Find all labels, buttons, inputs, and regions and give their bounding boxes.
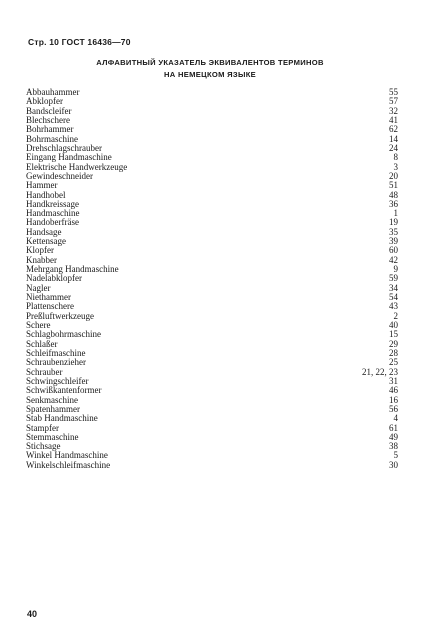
index-term-number: 46: [389, 385, 398, 396]
index-term: Bohrmaschine: [26, 133, 78, 144]
index-term: Stichsage: [26, 441, 61, 452]
index-term-number: 38: [389, 441, 398, 452]
index-term: Knabber: [26, 254, 57, 265]
index-term-number: 43: [389, 301, 398, 312]
index-term-number: 16: [389, 394, 398, 405]
index-term: Elektrische Handwerkzeuge: [26, 161, 128, 172]
index-term-number: 40: [389, 320, 398, 330]
index-term-number: 25: [389, 357, 398, 368]
index-term-number: 30: [389, 459, 398, 470]
index-term-number: 56: [389, 403, 398, 414]
index-term: Bohrhammer: [26, 124, 74, 135]
index-term-number: 24: [389, 142, 398, 153]
index-term: Abbauhammer: [26, 87, 80, 97]
index-term-number: 4: [393, 413, 398, 424]
index-term-number: 2: [393, 310, 398, 321]
index-term-number: 1: [393, 208, 398, 219]
index-term: Eingang Handmaschine: [26, 152, 112, 163]
index-term-number: 5: [393, 450, 398, 461]
index-term: Kettensage: [26, 236, 66, 247]
index-term: Winkelschleifmaschine: [26, 459, 111, 470]
index-term: Stemmaschine: [26, 431, 79, 442]
index-term: Niethammer: [26, 292, 71, 303]
index-term: Drehschlagschrauber: [26, 142, 102, 153]
index-term-number: 42: [389, 254, 398, 265]
index-term-number: 8: [393, 152, 398, 163]
index-term: Handoberfräse: [26, 217, 79, 228]
index-term-number: 31: [389, 375, 398, 386]
index-term: Stampfer: [26, 422, 59, 433]
index-term-number: 49: [389, 431, 398, 442]
index-term: Handmaschine: [26, 208, 80, 219]
index-term: Schrauber: [26, 366, 63, 377]
index-term: Schlagbohrmaschine: [26, 329, 101, 340]
index-term: Schraubenzieher: [26, 357, 86, 368]
index-term: Schwingschleifer: [26, 375, 89, 386]
index-term: Schere: [26, 320, 51, 330]
index-term-number: 32: [389, 105, 398, 116]
index-term: Stab Handmaschine: [26, 413, 98, 424]
index-term: Nagler: [26, 282, 51, 293]
index-term-number: 34: [389, 282, 398, 293]
index-term-number: 35: [389, 226, 398, 237]
index-term: Schleifmaschine: [26, 347, 86, 358]
index-term: Handsage: [26, 226, 62, 237]
index-term: Spatenhammer: [26, 403, 80, 414]
index-term-number: 3: [393, 161, 398, 172]
index-term-number: 28: [389, 347, 398, 358]
index-term: Bandscleifer: [26, 105, 72, 116]
index-term-number: 29: [389, 338, 398, 349]
index-title-line-2: НА НЕМЕЦКОМ ЯЗЫКЕ: [164, 70, 256, 79]
page-header: Стр. 10 ГОСТ 16436—70: [28, 37, 131, 47]
index-term: Handhobel: [26, 189, 66, 200]
index-term: Nadelabklopfer: [26, 273, 82, 284]
index-term-number: 51: [389, 180, 398, 191]
index-term: Schwißkantenformer: [26, 385, 102, 396]
index-term-number: 61: [389, 422, 398, 433]
index-term: Blechschere: [26, 114, 70, 125]
index-term-number: 9: [393, 264, 398, 275]
index-term-number: 21, 22, 23: [362, 366, 398, 377]
index-term-number: 55: [389, 87, 398, 97]
index-term-number: 39: [389, 236, 398, 247]
index-term: Abklopfer: [26, 96, 63, 107]
index-term-number: 19: [389, 217, 398, 228]
index-term-number: 48: [389, 189, 398, 200]
index-term-number: 57: [389, 96, 398, 107]
index-term: Winkel Handmaschine: [26, 450, 108, 461]
index-term-number: 15: [389, 329, 398, 340]
index-term-number: 20: [389, 170, 398, 181]
index-term-number: 60: [389, 245, 398, 256]
index-term-number: 54: [389, 292, 398, 303]
index-term: Senkmaschine: [26, 394, 78, 405]
index-term-number: 14: [389, 133, 398, 144]
index-term: Preßluftwerkzeuge: [26, 310, 94, 321]
index-term-number: 59: [389, 273, 398, 284]
index-term: Schlaßer: [26, 338, 58, 349]
index-term: Handkreissage: [26, 198, 79, 209]
index-term-number: 41: [389, 114, 398, 125]
index-term: Mehrgang Handmaschine: [26, 264, 119, 275]
index-term: Plattenschere: [26, 301, 74, 312]
index-term: Hammer: [26, 180, 58, 191]
page-number: 40: [27, 609, 38, 619]
index-term: Gewindeschneider: [26, 170, 93, 181]
index-term-number: 62: [389, 124, 398, 135]
index-entry: [0, 460, 426, 470]
index-title-line-1: АЛФАВИТНЫЙ УКАЗАТЕЛЬ ЭКВИВАЛЕНТОВ ТЕРМИНОВ: [96, 58, 324, 67]
index-term-number: 36: [389, 198, 398, 209]
index-term: Klopfer: [26, 245, 54, 256]
